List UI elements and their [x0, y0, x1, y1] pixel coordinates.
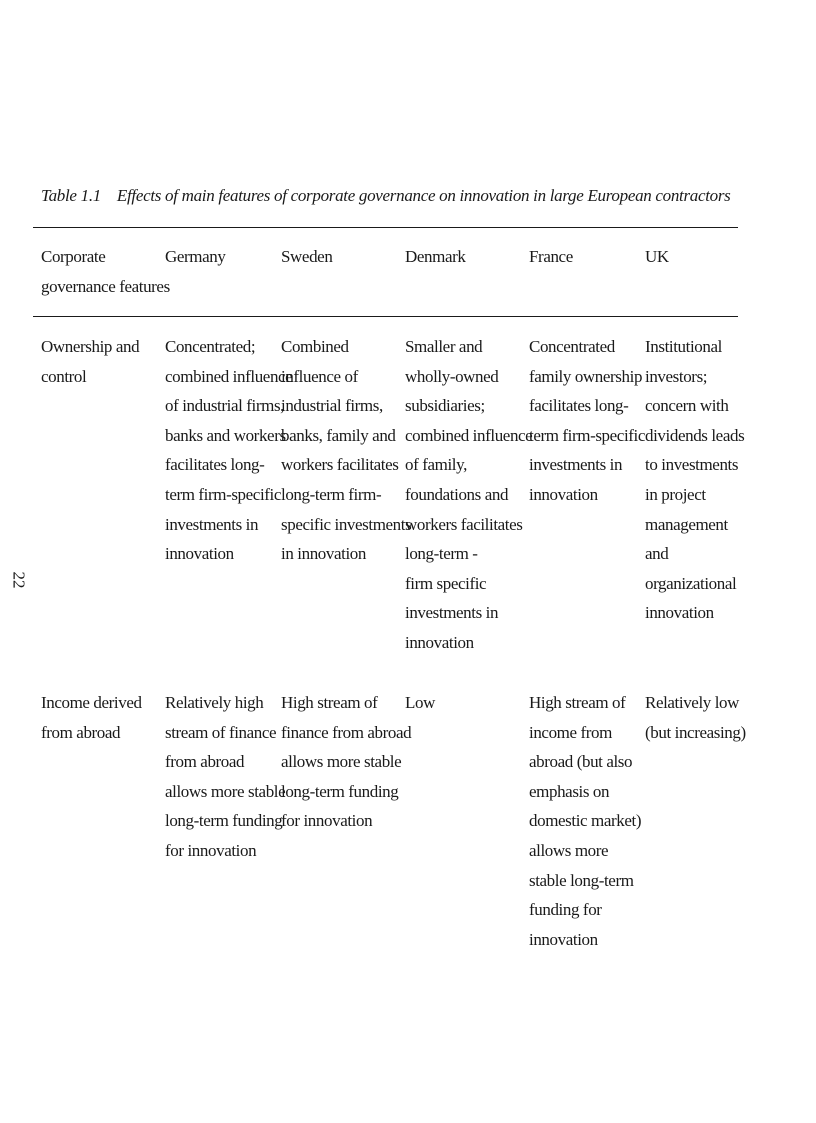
table-caption — [41, 186, 731, 206]
header-uk: UK — [645, 247, 669, 266]
table-number: Table 1.1 — [41, 186, 101, 205]
row-ownership-feature: Ownership and control — [41, 337, 140, 386]
row-ownership-france: Concentrated family ownership facilitates long- term firm-specific investments in innovation — [529, 337, 645, 504]
table-top-rule — [33, 227, 738, 228]
row-ownership-germany: Concentrated; combined influence of industrial firms, banks and workers facilitates long- term firm-specific investments in innovation — [165, 337, 293, 564]
header-france: France — [529, 247, 573, 266]
header-denmark: Denmark — [405, 247, 466, 266]
page-number: 22 — [9, 571, 29, 589]
row-income-uk: Relatively low (but increasing) — [645, 693, 746, 742]
header-germany: Germany — [165, 247, 226, 266]
table-title: Effects of main features of corporate governance on innovation in large European contractors — [116, 186, 731, 205]
header-sweden: Sweden — [281, 247, 333, 266]
row-ownership-denmark: Smaller and wholly-owned subsidiaries; combined influence of family, foundations and workers facilitates long-term - firm specific investments in innovation — [405, 337, 533, 652]
header-corporate-governance-features: Corporate governance features — [41, 247, 170, 296]
row-income-denmark: Low — [405, 693, 435, 712]
row-income-feature: Income derived from abroad — [41, 693, 142, 742]
row-ownership-uk: Institutional investors; concern with dividends leads to investments in project management and organizational innovation — [645, 337, 745, 623]
row-ownership-sweden: Combined influence of industrial firms, banks, family and workers facilitates long-term firm- specific investments in innovation — [281, 337, 412, 564]
row-income-france: High stream of income from abroad (but also emphasis on domestic market) allows more stable long-term funding for innovation — [529, 693, 642, 949]
row-income-sweden: High stream of finance from abroad allows more stable long-term funding for innovation — [281, 693, 412, 831]
table-header-rule — [33, 316, 738, 317]
row-income-germany: Relatively high stream of finance from abroad allows more stable long-term funding for innovation — [165, 693, 286, 860]
